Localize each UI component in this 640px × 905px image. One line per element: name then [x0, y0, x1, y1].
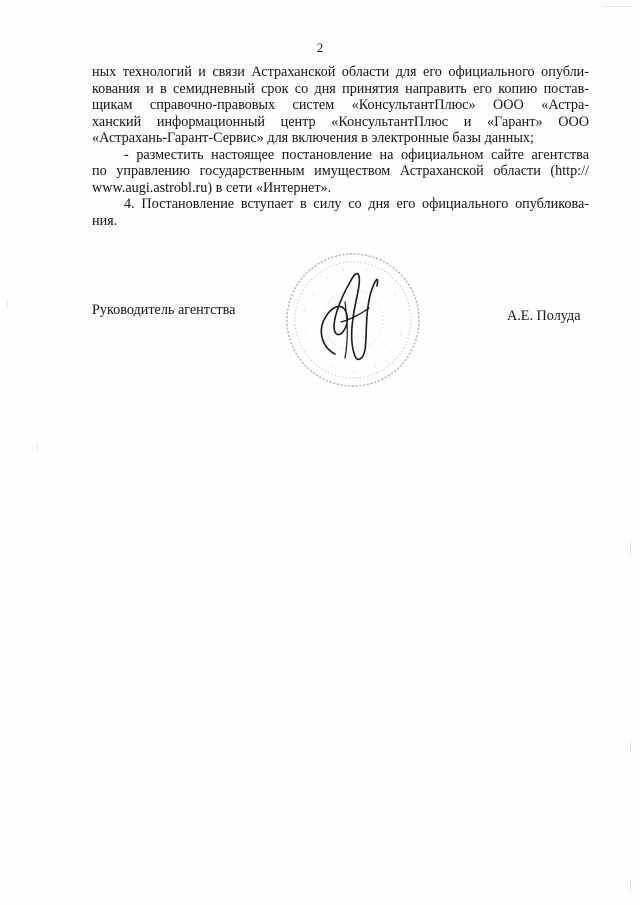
scan-artifact [37, 443, 38, 451]
text-line: щикам справочно-правовых систем «КонсультантПлюс» ООО «Астра- [92, 97, 589, 113]
position-title: Руководитель агентства [92, 302, 236, 318]
paragraph-website [92, 147, 589, 197]
scan-artifact [603, 6, 633, 7]
text-line: - разместить настоящее постановление на официальном сайте агентства [124, 146, 589, 163]
text-line: www.augi.astrobl.ru) в сети «Интернет». [92, 179, 332, 196]
scan-artifact [630, 540, 631, 554]
text-line: «Астрахань-Гарант-Сервис» для включения в электронные базы данных; [92, 130, 534, 146]
text-line: ния. [92, 212, 118, 229]
scan-artifact [630, 880, 631, 890]
signer-name: А.Е. Полуда [507, 308, 581, 324]
text-line: ных технологий и связи Астраханской области для его официального опубли- [92, 64, 589, 80]
paragraph-publication [92, 64, 589, 147]
scan-artifact [630, 740, 631, 752]
text-line: ханский информационный центр «КонсультантПлюс и «Гарант» ООО [92, 113, 589, 130]
text-line: по управлению государственным имуществом Астраханской области (http:// [92, 163, 589, 179]
page-number: 2 [316, 40, 324, 55]
paragraph-effective-date [92, 196, 589, 229]
signature-block [0, 296, 640, 406]
scan-artifact [7, 300, 8, 308]
text-line: 4. Постановление вступает в силу со дня его официального опубликова- [124, 196, 589, 212]
text-line: кования и в семидневный срок со дня принятия направить его копию постав- [92, 80, 589, 97]
document-body [92, 64, 589, 229]
